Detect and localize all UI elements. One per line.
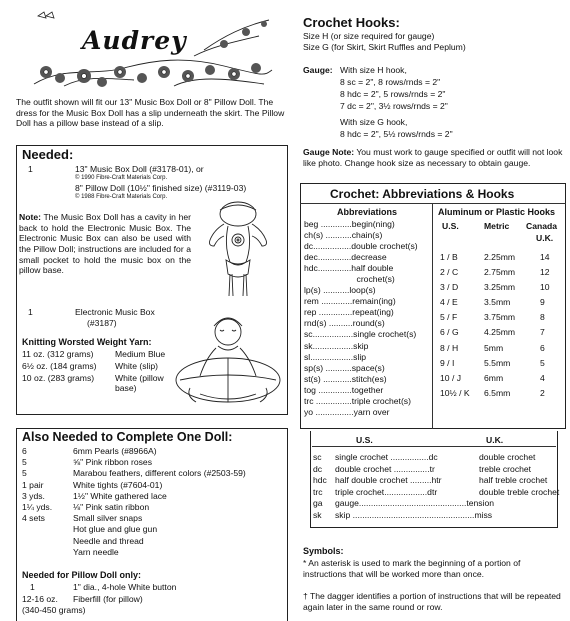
needed-item-copyright: © 1988 Fibre-Craft Materials Corp.	[75, 194, 168, 200]
needed-note	[19, 212, 191, 276]
us-heading: U.S.	[356, 435, 373, 445]
also-needed-qty: 1 pair	[22, 479, 44, 490]
abbreviation-item: sp(s) ...........space(s)	[304, 362, 385, 373]
yarn-color: White (slip)	[115, 361, 158, 371]
yarn-amount: 11 oz. (312 grams)	[22, 349, 94, 359]
hook-metric-size: 3.25mm	[484, 282, 516, 293]
doll-illustration-music-box	[202, 200, 274, 298]
gauge-note-text: You must work to gauge specified or outfit will not look like photo. Change hook size as necessary to obtain gauge.	[303, 147, 563, 168]
hook-us-size: 4 / E	[440, 297, 458, 308]
hook-metric-size: 4.25mm	[484, 327, 516, 338]
also-needed-desc: Small silver snaps	[73, 513, 143, 524]
us-uk-divider	[312, 446, 556, 447]
hook-metric-size: 5mm	[484, 342, 504, 353]
also-needed-row	[22, 480, 284, 491]
us-term: single crochet ................dc	[335, 452, 438, 462]
abbreviation-item: ch(s) ...........chain(s)	[304, 230, 383, 241]
abbreviation-item: sk.................skip	[304, 340, 369, 351]
hook-metric-size: 6.5mm	[484, 387, 511, 398]
also-needed-qty: 5	[22, 457, 27, 468]
hooks-line: Size H (or size required for gauge)	[303, 31, 435, 41]
also-needed-desc: Hot glue and glue gun	[73, 524, 158, 535]
hooks-heading: Crochet Hooks:	[303, 15, 400, 30]
abbreviation-item: crochet(s)	[304, 274, 395, 285]
us-term: gauge.............................................tension	[335, 498, 495, 509]
symbols-dagger: † The dagger identifies a portion of instructions that will be repeated again later in the same round or row.	[303, 591, 561, 612]
hook-size-row	[438, 282, 566, 297]
abbreviations-list	[304, 219, 430, 418]
hook-size-row	[438, 358, 566, 373]
hook-canada-uk-size: 9	[540, 297, 545, 308]
hook-us-size: 5 / F	[440, 312, 458, 323]
hook-col-uk: U.K.	[536, 233, 554, 243]
needed-note-label: Note:	[19, 212, 41, 222]
pillow-grams: (340-450 grams)	[22, 605, 86, 615]
hook-metric-size: 3.5mm	[484, 297, 511, 308]
hook-metric-size: 5.5mm	[484, 357, 511, 368]
also-needed-row	[22, 446, 284, 457]
music-box-qty: 1	[28, 307, 33, 317]
abbrev-heading-divider	[300, 203, 566, 204]
hook-canada-uk-size: 12	[540, 267, 550, 278]
us-uk-row	[313, 452, 557, 464]
hook-us-size: 2 / C	[440, 267, 459, 278]
abbreviation-item: yo ................yarn over	[304, 406, 390, 417]
hook-canada-uk-size: 10	[540, 282, 550, 293]
also-needed-qty: 1¼ yds.	[22, 501, 53, 512]
us-uk-row	[313, 498, 557, 510]
also-needed-desc: ⅛" Pink satin ribbon	[73, 501, 150, 512]
also-needed-row	[22, 502, 284, 513]
hook-size-row	[438, 327, 566, 342]
yarn-heading: Knitting Worsted Weight Yarn:	[22, 337, 152, 347]
hook-canada-uk-size: 6	[540, 342, 545, 353]
hook-us-size: 10 / J	[440, 372, 462, 383]
us-uk-abbr: trc	[313, 486, 323, 497]
page-title: Audrey	[82, 26, 187, 55]
also-needed-qty: 6	[22, 446, 27, 456]
gauge-line: 8 hdc = 2", 5 rows/rnds = 2"	[340, 89, 446, 99]
yarn-color: Medium Blue	[115, 349, 166, 359]
gauge-line: 7 dc = 2", 3½ rows/rnds = 2"	[340, 101, 448, 111]
abbreviation-item: dec..............decrease	[304, 252, 387, 263]
abbreviation-item: trc ...............triple crochet(s)	[304, 395, 411, 406]
pillow-qty: 12-16 oz.	[22, 594, 58, 604]
hook-us-size: 10½ / K	[440, 387, 470, 398]
us-uk-rows	[313, 452, 560, 522]
gauge-h-intro: With size H hook,	[340, 65, 407, 75]
us-uk-row	[313, 510, 557, 522]
hooks-line: Size G (for Skirt, Skirt Ruffles and Peplum)	[303, 42, 466, 52]
also-needed-row	[22, 513, 284, 524]
gauge-note-label: Gauge Note:	[303, 147, 355, 157]
also-needed-desc: Yarn needle	[73, 546, 119, 557]
us-uk-row	[313, 464, 557, 476]
hook-table-heading: Aluminum or Plastic Hooks	[438, 207, 556, 217]
doll-illustration-pillow	[170, 308, 286, 412]
hook-size-row	[438, 297, 566, 312]
hook-metric-size: 2.25mm	[484, 252, 516, 262]
also-needed-list	[22, 446, 284, 558]
abbreviation-item: lp(s) ...........loop(s)	[304, 285, 376, 296]
hook-metric-size: 6mm	[484, 372, 504, 383]
symbols-heading: Symbols:	[303, 546, 344, 556]
needed-item-text: 8" Pillow Doll (10½" finished size) (#3119-03)	[75, 183, 247, 193]
uk-term: half treble crochet	[479, 475, 548, 486]
us-uk-abbr: sk	[313, 509, 322, 520]
hook-size-row	[438, 343, 566, 358]
yarn-color: White (pillow base)	[115, 373, 164, 394]
hook-canada-uk-size: 2	[540, 387, 545, 398]
yarn-amount: 10 oz. (283 grams)	[22, 373, 95, 383]
also-needed-row	[22, 536, 284, 547]
us-term: skip ...................................................miss	[335, 509, 493, 520]
also-needed-desc: Needle and thread	[73, 535, 144, 546]
pillow-qty: 1	[30, 582, 35, 592]
hook-col-canada: Canada	[526, 221, 558, 231]
abbrev-col-heading: Abbreviations	[337, 207, 398, 217]
also-needed-desc: 1½" White gathered lace	[73, 490, 167, 501]
gauge-line: 8 sc = 2", 8 rows/rnds = 2"	[340, 77, 441, 87]
also-needed-desc: Marabou feathers, different colors (#2503-59)	[73, 468, 246, 479]
us-uk-abbr: sc	[313, 452, 322, 462]
also-needed-row	[22, 547, 284, 558]
also-needed-desc: 6mm Pearls (#8966A)	[73, 446, 157, 456]
hook-metric-size: 3.75mm	[484, 312, 516, 323]
us-uk-abbr: hdc	[313, 475, 327, 486]
abbreviation-item: dc................double crochet(s)	[304, 241, 418, 252]
abbreviation-item: st(s) ............stitch(es)	[304, 373, 387, 384]
hook-size-row	[438, 388, 566, 403]
abbreviation-item: beg .............begin(ning)	[304, 219, 395, 229]
gauge-g-intro: With size G hook,	[340, 117, 408, 127]
abbreviations-heading: Crochet: Abbreviations & Hooks	[330, 187, 515, 201]
needed-item-qty: 1	[28, 164, 33, 174]
uk-heading: U.K.	[486, 435, 504, 445]
also-needed-desc: ⅝" Pink ribbon roses	[73, 457, 153, 468]
us-uk-row	[313, 486, 560, 499]
abbreviation-item: rep ..............repeat(ing)	[304, 307, 394, 318]
also-needed-row	[22, 524, 284, 535]
hook-size-row	[438, 252, 566, 267]
also-needed-row	[22, 457, 284, 468]
hook-us-size: 1 / B	[440, 252, 458, 262]
hook-us-size: 6 / G	[440, 327, 459, 338]
needed-note-text: The Music Box Doll has a cavity in her back to hold the Electronic Music Box. The Electronic Music Box can also be used with the Pillow Doll; instructions are included for a small pocket to hold the music box on the pillow base.	[19, 212, 191, 276]
us-term: half double crochet .........htr	[335, 475, 442, 486]
needed-item-text: 13" Music Box Doll (#3178-01), or	[75, 164, 204, 174]
abbreviation-item: sl..................slip	[304, 351, 367, 362]
music-box-name: Electronic Music Box	[75, 307, 155, 317]
us-uk-abbr: dc	[313, 463, 323, 474]
us-term: triple crochet..................dtr	[335, 486, 438, 497]
hook-canada-uk-size: 4	[540, 372, 545, 383]
also-needed-row	[22, 491, 284, 502]
also-needed-row	[22, 468, 284, 479]
us-term: double crochet ...............tr	[335, 463, 435, 474]
abbreviation-item: rem .............remain(ing)	[304, 296, 396, 307]
gauge-label: Gauge:	[303, 65, 333, 75]
abbreviation-item: tog ..............together	[304, 384, 384, 395]
hook-canada-uk-size: 14	[540, 252, 550, 262]
also-needed-qty: 4 sets	[22, 513, 45, 524]
pillow-desc: Fiberfill (for pillow)	[73, 594, 143, 604]
hook-canada-uk-size: 7	[540, 327, 545, 338]
intro-paragraph: The outfit shown will fit our 13" Music Box Doll or 8" Pillow Doll. The dress for the Music Box Doll has a slip underneath the skirt. The Pillow Doll has a pillow base instead of a slip.	[16, 97, 285, 129]
also-needed-qty: 3 yds.	[22, 490, 45, 501]
gauge-line: 8 hdc = 2", 5½ rows/rnds = 2"	[340, 129, 453, 139]
also-needed-desc: White tights (#7604-01)	[73, 479, 163, 490]
hook-size-row	[438, 267, 566, 282]
yarn-amount: 6½ oz. (184 grams)	[22, 361, 97, 371]
hook-canada-uk-size: 8	[540, 312, 545, 323]
also-needed-heading: Also Needed to Complete One Doll:	[22, 430, 233, 444]
uk-term: double crochet	[479, 452, 536, 462]
abbreviation-item: rnd(s) ..........round(s)	[304, 318, 385, 329]
symbols-asterisk: * An asterisk is used to mark the beginning of a portion of instructions that will be worked more than once.	[303, 558, 521, 579]
abbreviation-item: sc.................single crochet(s)	[304, 329, 417, 340]
needed-heading: Needed:	[22, 147, 74, 162]
hook-size-row	[438, 312, 566, 327]
abbrev-column-divider	[432, 203, 433, 429]
uk-term: double treble crochet	[479, 486, 560, 497]
hook-col-us: U.S.	[442, 221, 459, 231]
uk-term: treble crochet	[479, 463, 532, 474]
hook-us-size: 9 / I	[440, 357, 455, 368]
hook-metric-size: 2.75mm	[484, 267, 516, 278]
hook-size-rows	[438, 252, 566, 403]
hook-us-size: 8 / H	[440, 342, 459, 353]
hook-canada-uk-size: 5	[540, 357, 545, 368]
hook-size-row	[438, 373, 566, 388]
also-needed-qty: 5	[22, 468, 27, 479]
hook-us-size: 3 / D	[440, 282, 459, 293]
gauge-note	[303, 147, 565, 168]
abbreviation-item: hdc..............half double	[304, 263, 394, 274]
music-box-number: (#3187)	[87, 318, 117, 328]
hook-col-metric: Metric	[484, 221, 510, 231]
needed-item-copyright: © 1990 Fibre-Craft Materials Corp.	[75, 175, 168, 181]
pillow-desc: 1" dia., 4-hole White button	[73, 582, 177, 592]
pillow-heading: Needed for Pillow Doll only:	[22, 570, 142, 580]
us-uk-abbr: ga	[313, 498, 323, 509]
us-uk-row	[313, 475, 557, 487]
